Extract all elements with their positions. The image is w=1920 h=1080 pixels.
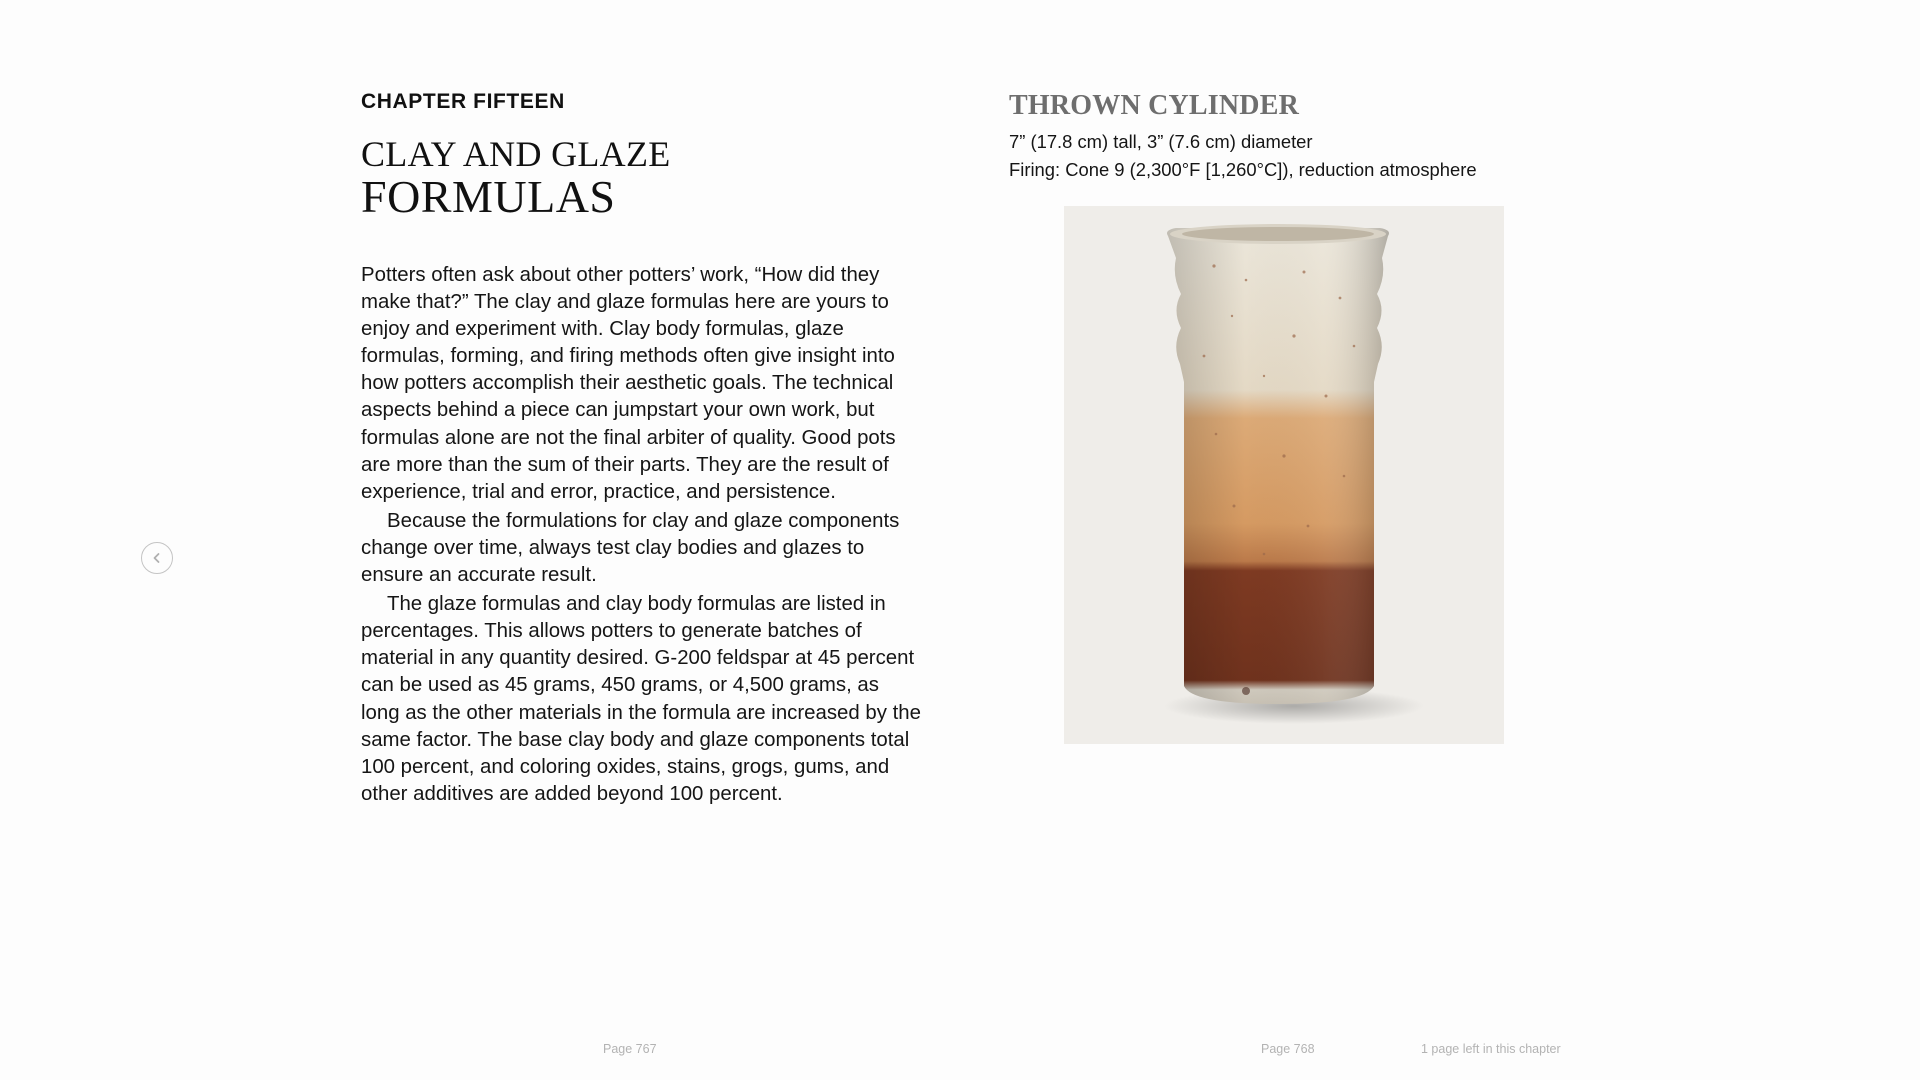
left-page-number: Page 767 bbox=[603, 1042, 657, 1056]
previous-page-button[interactable] bbox=[141, 542, 173, 574]
plate-title: THROWN CYLINDER bbox=[1009, 90, 1300, 121]
body-text bbox=[361, 262, 921, 808]
pages-left-in-chapter: 1 page left in this chapter bbox=[1421, 1042, 1561, 1056]
right-page-number: Page 768 bbox=[1261, 1042, 1315, 1056]
caption-firing: Firing: Cone 9 (2,300°F [1,260°C]), reduction atmosphere bbox=[1009, 159, 1477, 180]
chapter-title-line2: FORMULAS bbox=[361, 171, 616, 222]
chapter-title-line1: CLAY AND GLAZE bbox=[361, 134, 671, 174]
caption-dimensions: 7” (17.8 cm) tall, 3” (7.6 cm) diameter bbox=[1009, 131, 1313, 152]
chevron-left-icon bbox=[150, 551, 164, 565]
paragraph: Because the formulations for clay and glaze components change over time, always test clay bodies and glazes to ensure an accurate result. bbox=[361, 509, 900, 587]
chapter-label: CHAPTER FIFTEEN bbox=[361, 90, 565, 113]
right-page bbox=[1009, 88, 1529, 184]
thrown-cylinder-photo bbox=[1064, 206, 1504, 744]
left-page bbox=[361, 88, 921, 810]
vase-illustration bbox=[1064, 206, 1504, 744]
paragraph: The glaze formulas and clay body formulas are listed in percentages. This allows potters to generate batches of material in any quantity desired. G-200 feldspar at 45 percent can be used as 45 grams, 450 grams, or 4,500 grams, as long as the other materials in the formula are increased by the same factor. The base clay body and glaze components total 100 percent, and coloring oxides, stains, grogs, gums, and other additives are added beyond 100 percent. bbox=[361, 593, 921, 805]
paragraph: Potters often ask about other potters’ work, “How did they make that?” The clay and glaze formulas here are yours to enjoy and experiment with. Clay body formulas, glaze formulas, forming, and firing methods often give insight into how potters accomplish their aesthetic goals. The technical aspects behind a piece can jumpstart your own work, but formulas alone are not the final arbiter of quality. Good pots are more than the sum of their parts. They are the result of experience, trial and error, practice, and persistence. bbox=[361, 264, 896, 503]
caption bbox=[1009, 128, 1529, 184]
